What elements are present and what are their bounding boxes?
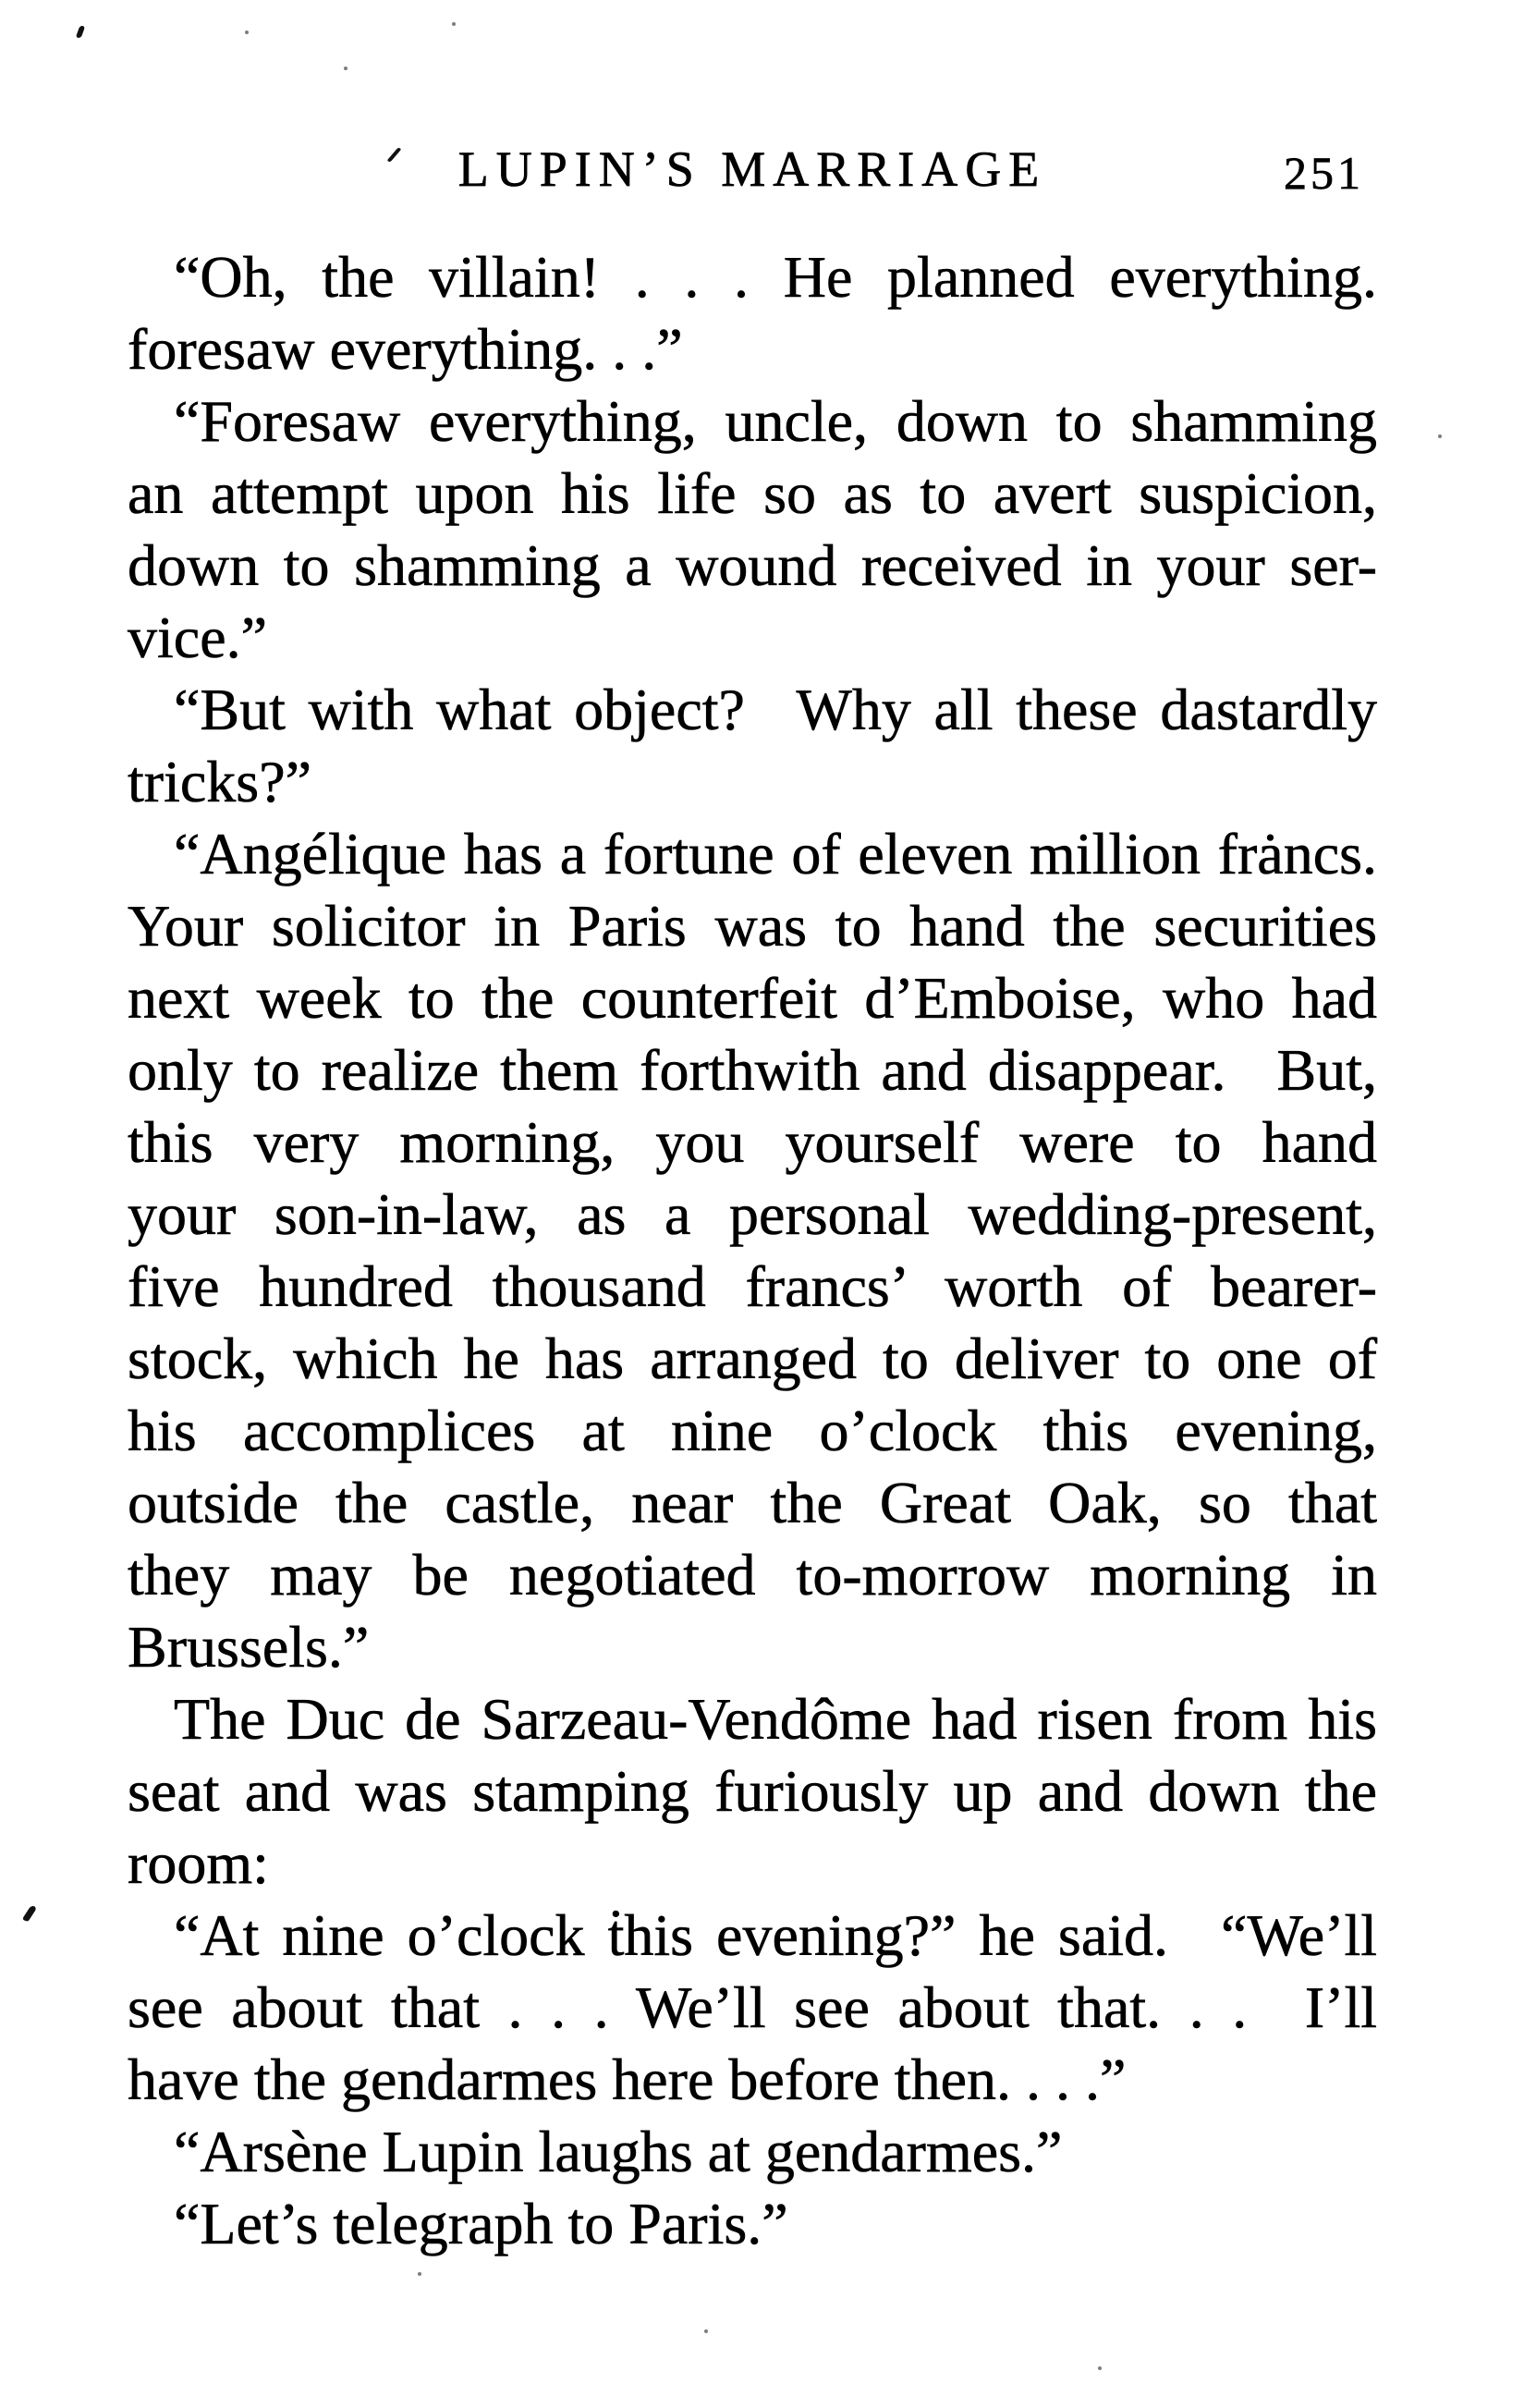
- paragraph: [128, 1900, 1377, 2116]
- text-line: they may be negotiated to-morrow morning in: [128, 1542, 1377, 1607]
- text-line: next week to the counterfeit d’Emboise, who had: [128, 965, 1377, 1031]
- text-line: down to shamming a wound received in your ser-: [128, 532, 1377, 598]
- scan-artifact: [21, 1905, 37, 1921]
- page-number: 251: [1284, 147, 1364, 199]
- text-line: an attempt upon his life so as to avert suspicion,: [128, 460, 1377, 526]
- text-line: “Let’s telegraph to Paris.”: [174, 2191, 788, 2256]
- scan-artifact: [1438, 434, 1442, 438]
- scan-artifact: [418, 2272, 421, 2276]
- paragraph: [128, 674, 1377, 818]
- paragraph: [128, 818, 1377, 1683]
- text-line: “But with what object? Why all these dastardly: [174, 677, 1377, 742]
- scan-artifact: [76, 26, 85, 39]
- text-line: Brussels.”: [128, 1614, 370, 1680]
- text-line: room:: [128, 1830, 269, 1896]
- scan-artifact: [1098, 2366, 1102, 2370]
- text-line: Your solicitor in Paris was to hand the securities: [128, 893, 1377, 959]
- text-line: stock, which he has arranged to deliver to one of: [128, 1326, 1377, 1391]
- running-title: LUPIN’S MARRIAGE: [457, 141, 1047, 197]
- text-line: “Oh, the villain! . . . He planned everything.: [174, 244, 1377, 310]
- paragraph: [128, 2188, 1377, 2260]
- text-line: vice.”: [128, 605, 267, 670]
- text-line: five hundred thousand francs’ worth of bearer-: [128, 1253, 1377, 1319]
- text-line: only to realize them forthwith and disappear. But,: [128, 1037, 1377, 1103]
- scan-artifact: [245, 31, 249, 34]
- paragraph: [128, 1683, 1377, 1900]
- text-line: “Foresaw everything, uncle, down to shamming: [174, 388, 1377, 454]
- text-line: seat and was stamping furiously up and down the: [128, 1758, 1377, 1824]
- text-line: The Duc de Sarzeau-Vendôme had risen from his: [174, 1686, 1377, 1752]
- text-line: this very morning, you yourself were to hand: [128, 1109, 1377, 1175]
- text-line: “Angélique has a fortune of eleven million frȧncs.: [174, 821, 1377, 886]
- text-line: outside the castle, near the Great Oak, so that: [128, 1470, 1377, 1535]
- text-line: your son-in-law, as a personal wedding-present,: [128, 1181, 1377, 1247]
- paragraph: [128, 241, 1377, 385]
- scan-artifact: [704, 2329, 708, 2333]
- page-header: [128, 141, 1377, 207]
- scan-artifact: [452, 22, 456, 26]
- text-line: “Arsène Lupin laughs at gendarmes.”: [174, 2119, 1063, 2184]
- paragraph: [128, 385, 1377, 674]
- text-line: his accomplices at nine o’clock this evening,: [128, 1398, 1377, 1463]
- text-line: foresaw everything. . .”: [128, 316, 683, 382]
- text-line: have the gendarmes here before then. . . .”: [128, 2047, 1127, 2112]
- text-line: “At nine o’clock ṫhis evening?” he said. “We’ll: [174, 1902, 1377, 1968]
- paragraph: [128, 2116, 1377, 2188]
- body-text: [128, 241, 1377, 2260]
- text-line: see about that . . . We’ll see about that. . . I’ll: [128, 1974, 1377, 2040]
- scan-artifact: [344, 67, 347, 70]
- text-line: tricks?”: [128, 749, 311, 814]
